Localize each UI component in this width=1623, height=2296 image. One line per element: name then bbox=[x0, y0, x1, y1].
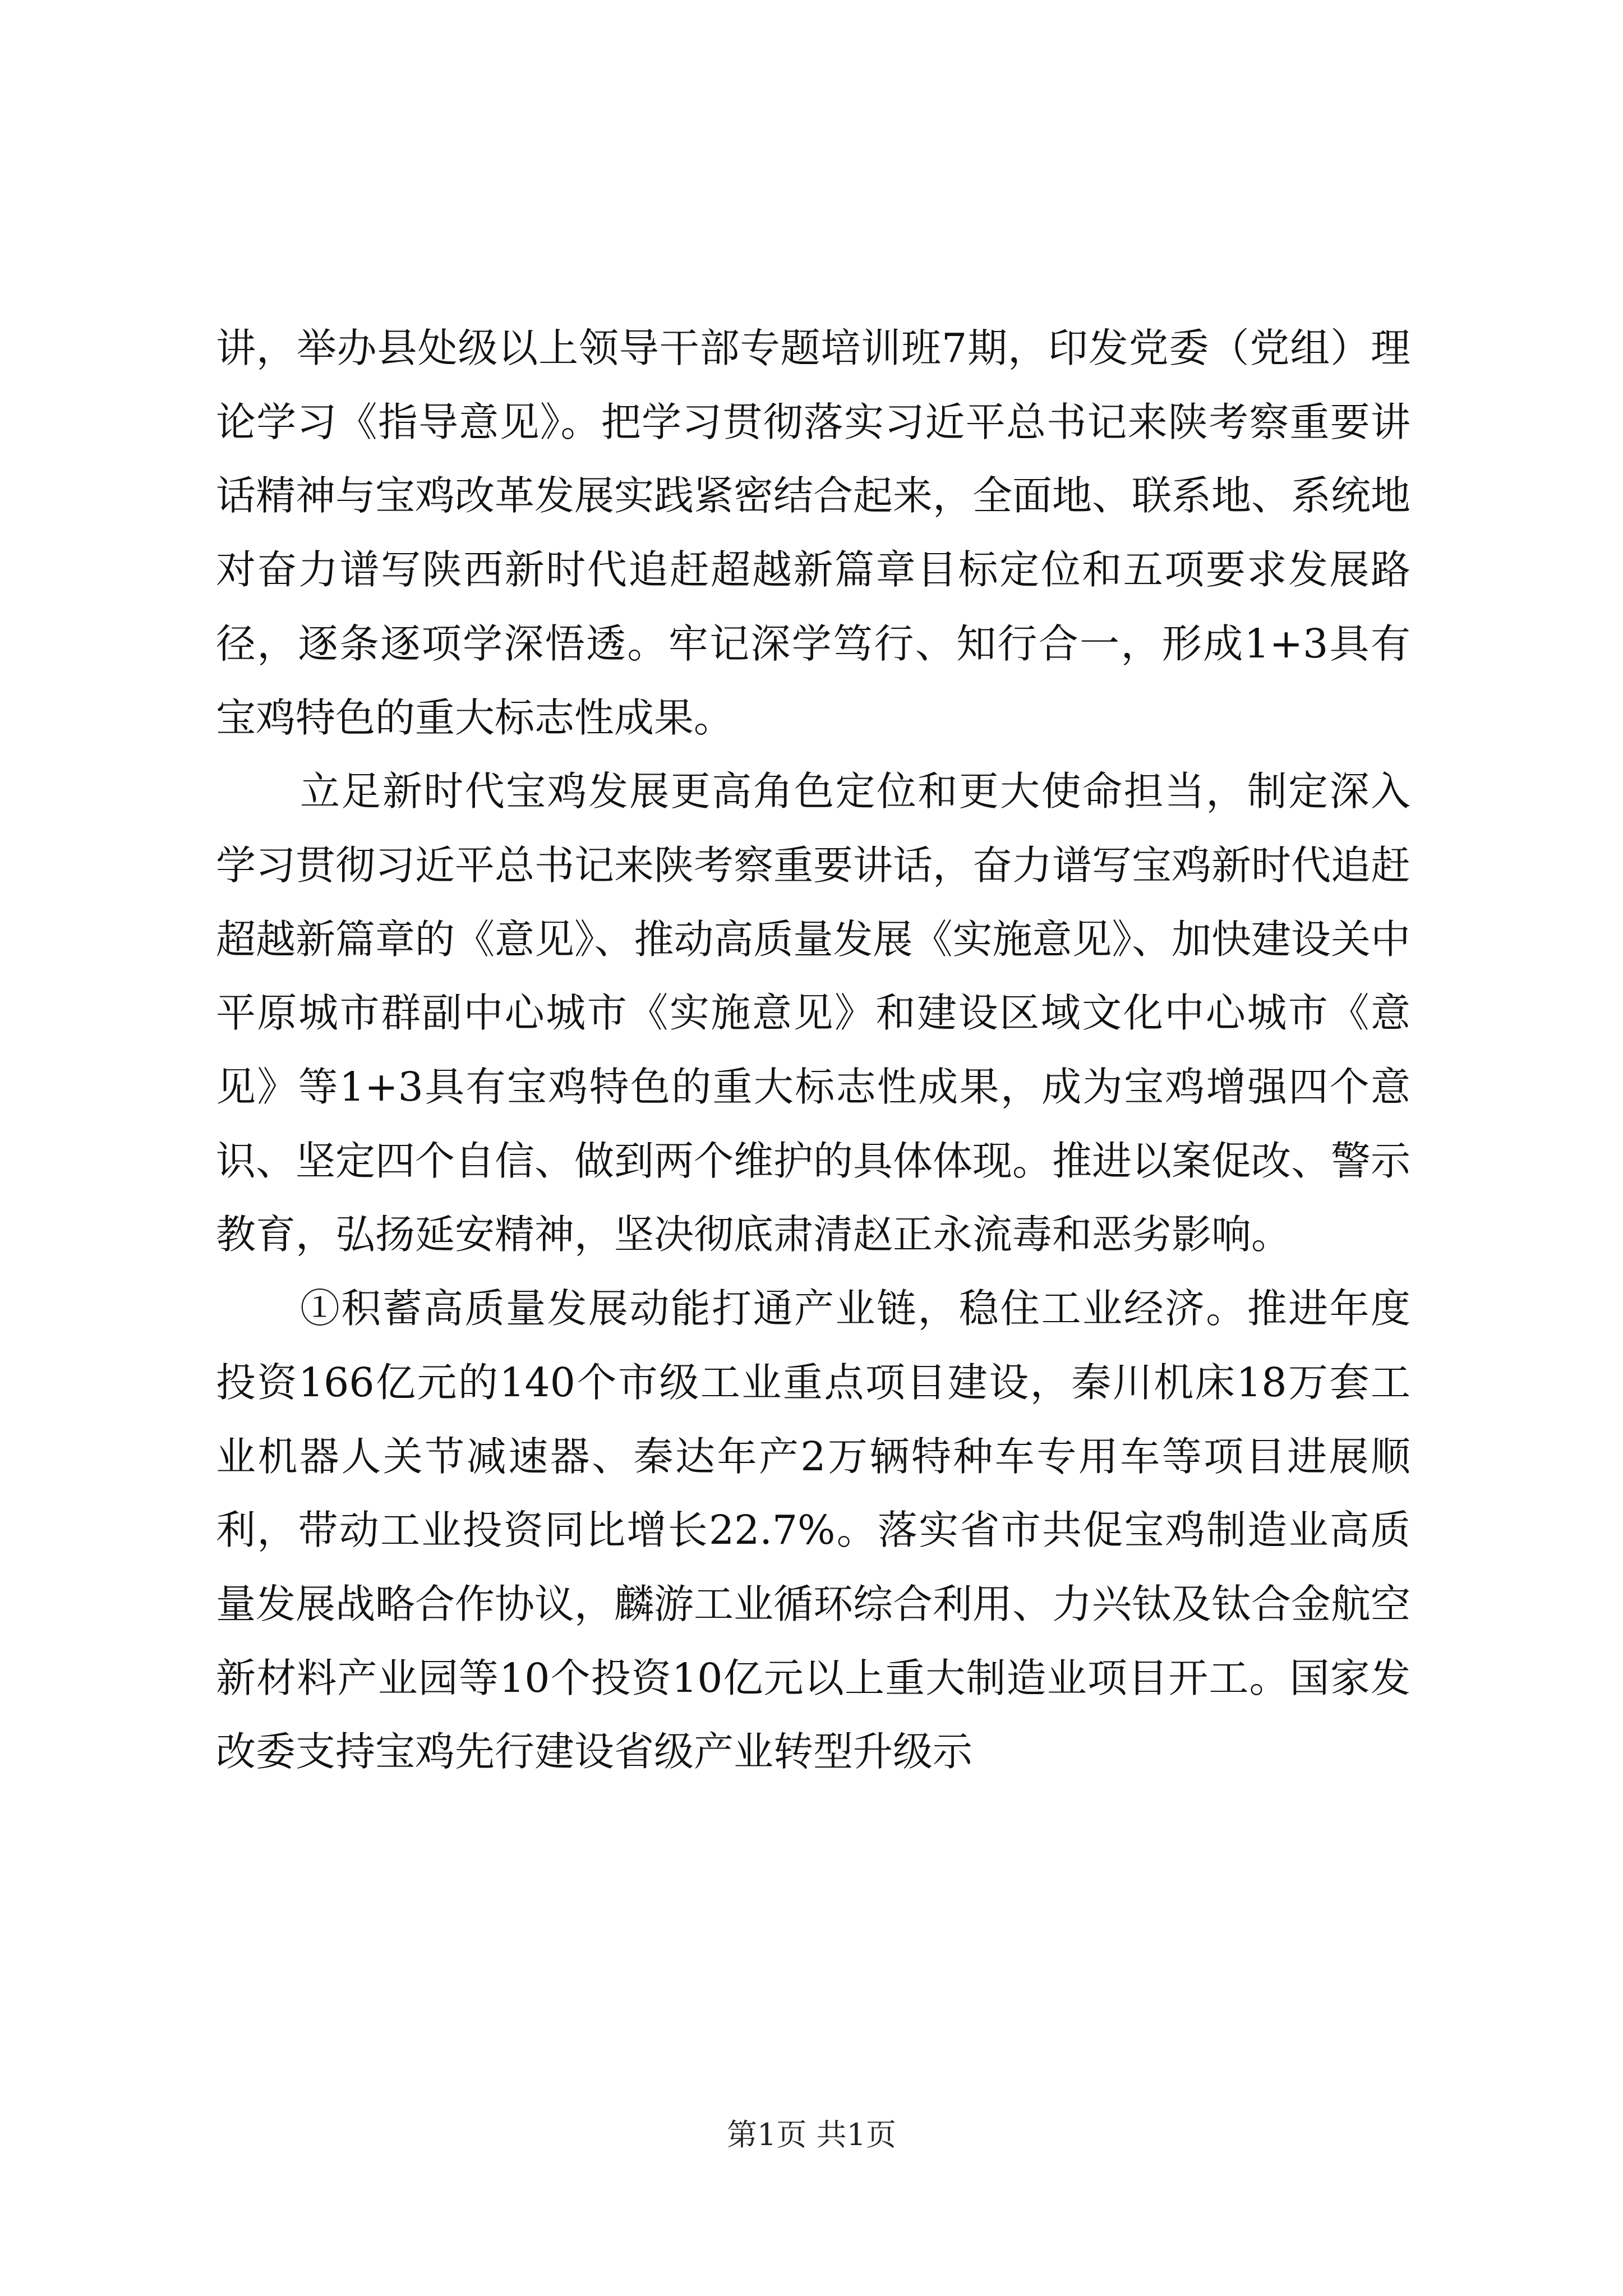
paragraph-3: ①积蓄高质量发展动能打通产业链，稳住工业经济。推进年度投资166亿元的140个市级工业重点项目建设，秦川机床18万套工业机器人关节减速器、秦达年产2万辆特种车专用车等项目进展顺利，带动工业投资同比增长22.7%。落实省市共促宝鸡制造业高质量发展战略合作协议，麟游工业循环综合利用、力兴钛及钛合金航空新材料产业园等10个投资10亿元以上重大制造业项目开工。国家发改委支持宝鸡先行建设省级产业转型升级示 bbox=[216, 1285, 1411, 1775]
document-body bbox=[216, 311, 1410, 1789]
page-footer: 第1页 共1页 bbox=[727, 2117, 896, 2152]
paragraph-1: 讲，举办县处级以上领导干部专题培训班7期，印发党委（党组）理论学习《指导意见》。把学习贯彻落实习近平总书记来陕考察重要讲话精神与宝鸡改革发展实践紧密结合起来，全面地、联系地、系统地对奋力谱写陕西新时代追赶超越新篇章目标定位和五项要求发展路径，逐条逐项学深悟透。牢记深学笃行、知行合一，形成1+3具有宝鸡特色的重大标志性成果。 bbox=[216, 325, 1411, 741]
paragraph-2: 立足新时代宝鸡发展更高角色定位和更大使命担当，制定深入学习贯彻习近平总书记来陕考察重要讲话，奋力谱写宝鸡新时代追赶超越新篇章的《意见》、推动高质量发展《实施意见》、加快建设关中平原城市群副中心城市《实施意见》和建设区域文化中心城市《意见》等1+3具有宝鸡特色的重大标志性成果，成为宝鸡增强四个意识、坚定四个自信、做到两个维护的具体体现。推进以案促改、警示教育，弘扬延安精神，坚决彻底肃清赵正永流毒和恶劣影响。 bbox=[216, 768, 1411, 1258]
